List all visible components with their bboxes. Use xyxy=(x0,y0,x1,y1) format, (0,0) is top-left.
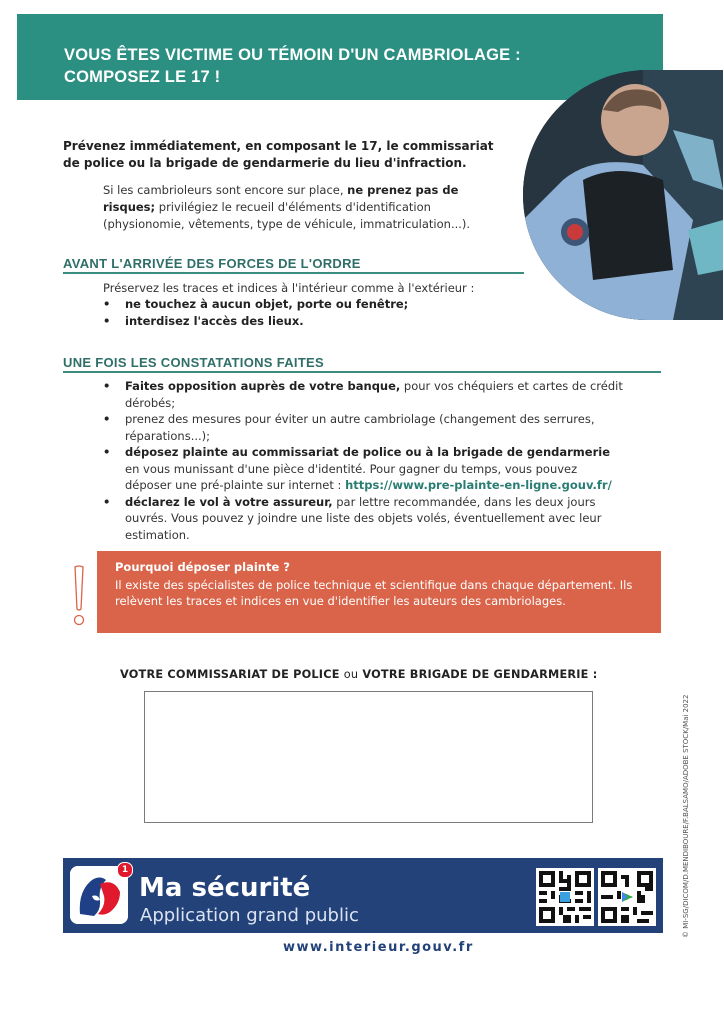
section-heading-after: UNE FOIS LES CONSTATATIONS FAITES xyxy=(63,355,325,370)
list-item xyxy=(103,378,623,411)
section-divider xyxy=(63,371,661,373)
intro-p2-bold: ne prenez pas de risques; xyxy=(103,183,459,214)
section1-lead: Préservez les traces et indices à l'intérieur comme à l'extérieur : xyxy=(103,281,475,295)
station-label xyxy=(120,668,597,681)
alert-box xyxy=(97,551,661,633)
item2-text: prenez des mesures pour éviter un autre cambriolage (changement des serrures, réparations...); xyxy=(125,412,595,443)
intro-p2-start: Si les cambrioleurs sont encore sur place, xyxy=(103,183,348,197)
intro-paragraph xyxy=(103,182,513,233)
alert-body: Il existe des spécialistes de police technique et scientifique dans chaque département. Ils relèvent les traces et indices en vue d'identifier les auteurs des cambriolages. xyxy=(115,578,633,608)
pre-plainte-link[interactable]: https://www.pre-plainte-en-ligne.gouv.fr/ xyxy=(345,478,612,492)
alert-title: Pourquoi déposer plainte ? xyxy=(115,560,290,574)
credit-text: © MI-SG/DICOM/D.MENDIBOURE/F.BALSAMO/ADOBE STOCK/Mai 2022 xyxy=(682,694,690,938)
qr-code-google[interactable] xyxy=(598,868,656,926)
notification-badge: 1 xyxy=(117,862,133,878)
list-item xyxy=(103,411,623,444)
title-line-2: COMPOSEZ LE 17 ! xyxy=(64,68,221,86)
list-item xyxy=(103,494,623,544)
item3-rest: en vous munissant d'une pièce d'identité. Pour gagner du temps, vous pouvez déposer une pré-plainte sur internet : xyxy=(125,461,578,492)
police-photo xyxy=(523,70,723,320)
item3-bold: déposez plainte au commissariat de police ou à la brigade de gendarmerie xyxy=(125,445,610,459)
header-banner xyxy=(17,14,663,100)
exclamation-icon xyxy=(72,565,86,631)
intro-p2-end: privilégiez le recueil d'éléments d'identification (physionomie, vêtements, type de véhicule, immatriculation...). xyxy=(103,200,471,231)
item4-rest: par lettre recommandée, dans les deux jours ouvrés. Vous pouvez y joindre une liste des objets volés, éventuellement avec leur estimation. xyxy=(125,494,602,542)
list-item: • ne touchez à aucun objet, porte ou fenêtre; xyxy=(103,296,523,313)
label-ou: ou xyxy=(343,668,359,681)
list-item xyxy=(103,444,623,494)
section1-list xyxy=(103,296,523,329)
website-link[interactable]: www.interieur.gouv.fr xyxy=(283,940,474,955)
item1-rest: pour vos chéquiers et cartes de crédit dérobés; xyxy=(125,379,623,410)
item1-bold: Faites opposition auprès de votre banque, xyxy=(125,379,401,393)
section-divider xyxy=(63,272,524,274)
app-subtitle: Application grand public xyxy=(140,905,359,926)
photo-credit xyxy=(682,650,694,940)
list-item: • interdisez l'accès des lieux. xyxy=(103,313,523,330)
label-part1: VOTRE COMMISSARIAT DE POLICE xyxy=(120,668,344,681)
label-part2: VOTRE BRIGADE DE GENDARMERIE : xyxy=(358,668,598,681)
title-line-1: VOUS ÊTES VICTIME OU TÉMOIN D'UN CAMBRIOLAGE : xyxy=(64,46,521,64)
item4-bold: déclarez le vol à votre assureur, xyxy=(125,494,333,509)
page-title xyxy=(64,44,644,88)
station-input-box[interactable] xyxy=(144,691,593,823)
section2-list xyxy=(103,378,623,543)
section-heading-before: AVANT L'ARRIVÉE DES FORCES DE L'ORDRE xyxy=(63,256,361,271)
qr-code-apple[interactable] xyxy=(536,868,594,926)
intro-bold-paragraph: Prévenez immédiatement, en composant le 17, le commissariat de police ou la brigade de gendarmerie du lieu d'infraction. xyxy=(63,139,494,170)
app-title: Ma sécurité xyxy=(139,873,311,903)
